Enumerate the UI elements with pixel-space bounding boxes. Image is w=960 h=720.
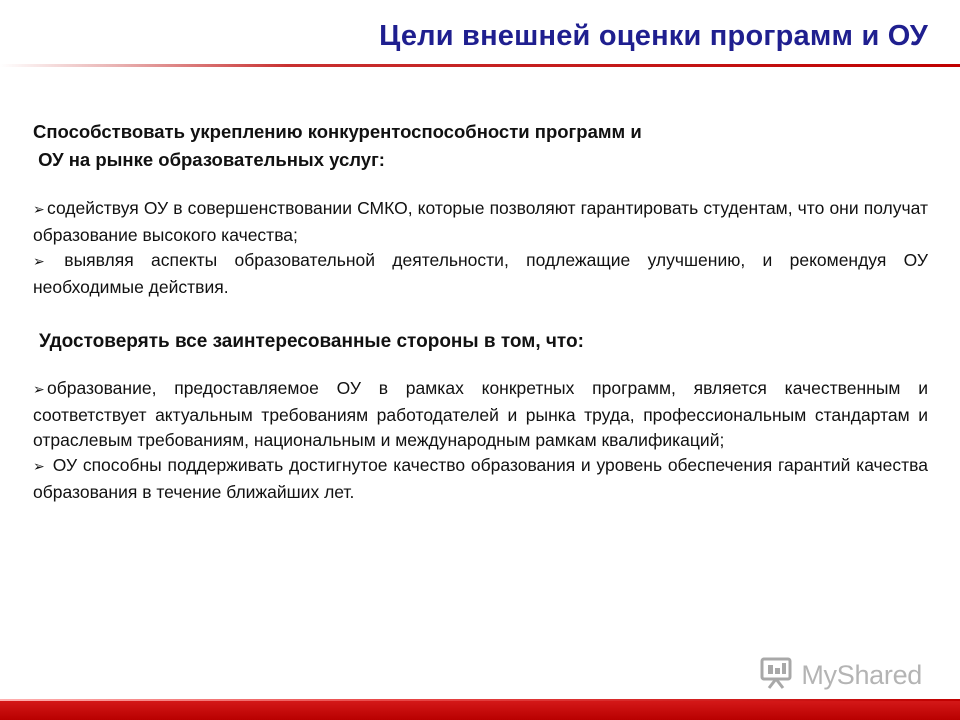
bullet-text: содействуя ОУ в совершенствовании СМКО, которые позволяют гарантировать студентам, что они получат образование высокого качества; bbox=[33, 198, 928, 245]
logo-text-my: My bbox=[801, 659, 837, 690]
spacer bbox=[33, 300, 928, 328]
arrow-bullet-icon: ➢ bbox=[33, 382, 45, 398]
arrow-bullet-icon: ➢ bbox=[33, 254, 45, 270]
logo-wordmark bbox=[801, 660, 922, 691]
section1-bullet bbox=[33, 248, 933, 300]
section1-heading-line2: ОУ на рынке образовательных услуг: bbox=[33, 149, 385, 170]
logo-text-shared: Shared bbox=[836, 659, 922, 690]
section1-bullet bbox=[33, 196, 928, 248]
section1-heading-line1: Способствовать укреплению конкурентоспособности программ и bbox=[33, 121, 642, 142]
bullet-text: ОУ способны поддерживать достигнутое качество образования и уровень обеспечения гарантий качества образования в течение ближайших лет. bbox=[33, 455, 933, 502]
bullet-text: образование, предоставляемое ОУ в рамках конкретных программ, является качественным и соответствует актуальным требованиям работодателей и рынка труда, профессиональным стандартам и отраслевым требованиям, национальным и международным рамкам квалификаций; bbox=[33, 378, 928, 450]
slide-body bbox=[33, 118, 933, 505]
spacer bbox=[33, 174, 928, 196]
slide-title: Цели внешней оценки программ и ОУ bbox=[379, 20, 928, 52]
section1-heading bbox=[33, 118, 928, 174]
section2-bullet bbox=[33, 453, 933, 505]
bullet-text: выявляя аспекты образовательной деятельности, подлежащие улучшению, и рекомендуя ОУ необходимые действия. bbox=[33, 250, 933, 297]
presentation-board-icon bbox=[759, 656, 795, 695]
spacer bbox=[33, 356, 928, 376]
footer-band bbox=[0, 701, 960, 720]
title-divider bbox=[0, 64, 960, 67]
arrow-bullet-icon: ➢ bbox=[33, 202, 45, 218]
arrow-bullet-icon: ➢ bbox=[33, 459, 45, 475]
section2-heading: Удостоверять все заинтересованные стороны в том, что: bbox=[39, 331, 584, 352]
section2-bullet bbox=[33, 376, 928, 453]
myshared-logo[interactable] bbox=[759, 657, 922, 693]
